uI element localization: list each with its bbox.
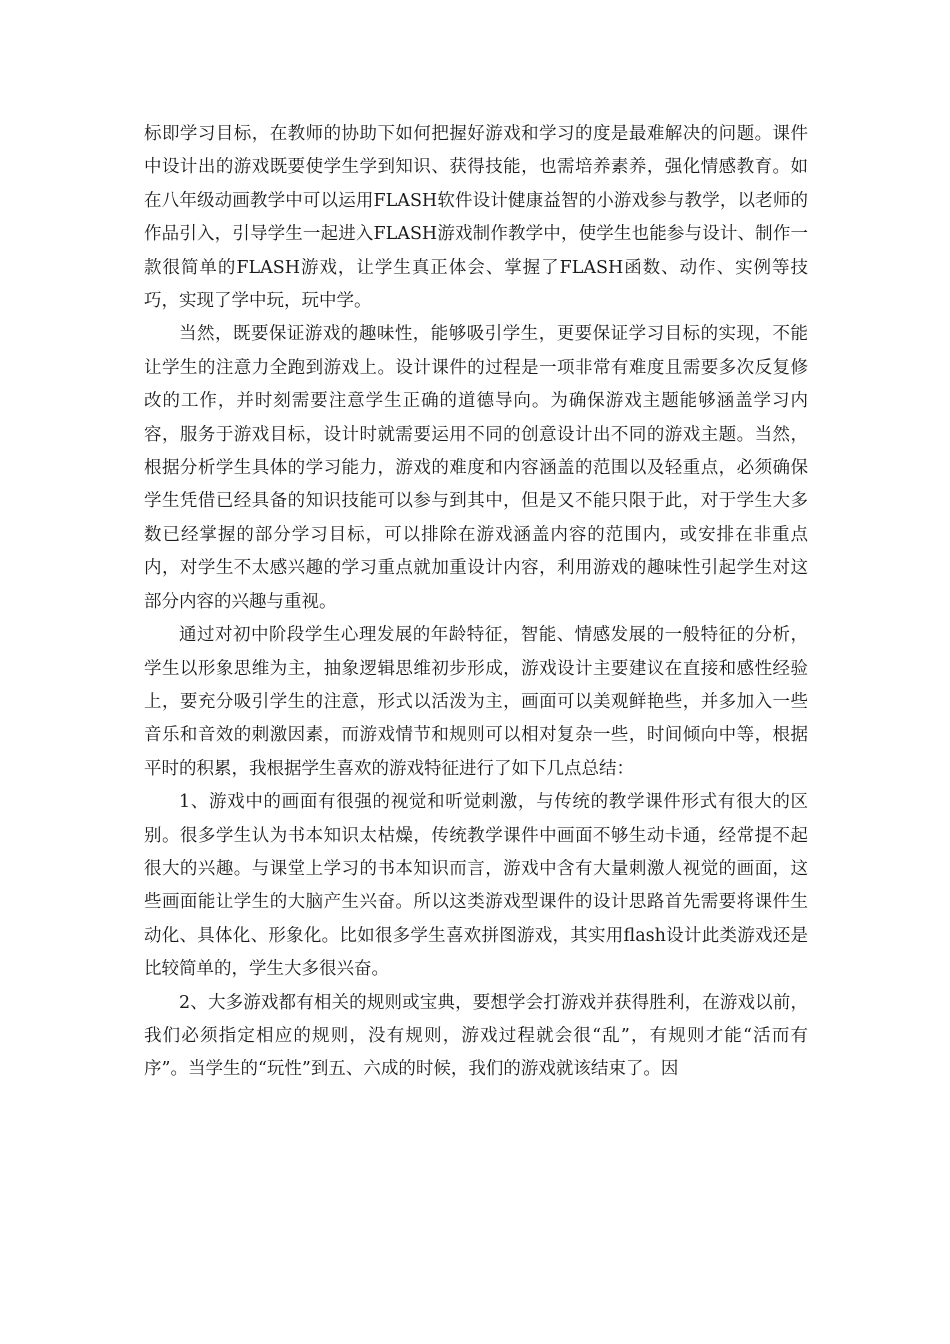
paragraph-continuation: 标即学习目标，在教师的协助下如何把握好游戏和学习的度是最难解决的问题。课件中设计出的游戏既要使学生学到知识、获得技能，也需培养素养，强化情感教育。如在八年级动画教学中可以运用FLASH软件设计健康益智的小游戏参与教学，以老师的作品引入，引导学生一起进入FLASH游戏制作教学中，使学生也能参与设计、制作一款很简单的FLASH游戏，让学生真正体会、掌握了FLASH函数、动作、实例等技巧，实现了学中玩，玩中学。 [144,124,808,312]
paragraph-student-analysis: 通过对初中阶段学生心理发展的年龄特征，智能、情感发展的一般特征的分析，学生以形象思维为主，抽象逻辑思维初步形成，游戏设计主要建议在直接和感性经验上，要充分吸引学生的注意，形式以活泼为主，画面可以美观鲜艳些，并多加入一些音乐和音效的刺激因素，而游戏情节和规则可以相对复杂一些，时间倾向中等，根据平时的积累，我根据学生喜欢的游戏特征进行了如下几点总结： [144,625,808,779]
document-page [144,118,808,1087]
paragraph-game-interest: 当然，既要保证游戏的趣味性，能够吸引学生，更要保证学习目标的实现，不能让学生的注意力全跑到游戏上。设计课件的过程是一项非常有难度且需要多次反复修改的工作，并时刻需要注意学生正确的道德导向。为确保游戏主题能够涵盖学习内容，服务于游戏目标，设计时就需要运用不同的创意设计出不同的游戏主题。当然，根据分析学生具体的学习能力，游戏的难度和内容涵盖的范围以及轻重点，必须确保学生凭借已经具备的知识技能可以参与到其中，但是又不能只限于此，对于学生大多数已经掌握的部分学习目标，可以排除在游戏涵盖内容的范围内，或安排在非重点内，对学生不太感兴趣的学习重点就加重设计内容，利用游戏的趣味性引起学生对这部分内容的兴趣与重视。 [144,324,808,612]
paragraph-point-2: 2、大多游戏都有相关的规则或宝典，要想学会打游戏并获得胜利，在游戏以前，我们必须指定相应的规则，没有规则，游戏过程就会很“乱”，有规则才能“活而有序”。当学生的“玩性”到五、六成的时候，我们的游戏就该结束了。因 [144,992,808,1080]
paragraph-point-1: 1、游戏中的画面有很强的视觉和听觉刺激，与传统的教学课件形式有很大的区别。很多学生认为书本知识太枯燥，传统教学课件中画面不够生动卡通，经常提不起很大的兴趣。与课堂上学习的书本知识而言，游戏中含有大量刺激人视觉的画面，这些画面能让学生的大脑产生兴奋。所以这类游戏型课件的设计思路首先需要将课件生动化、具体化、形象化。比如很多学生喜欢拼图游戏，其实用flash设计此类游戏还是比较简单的，学生大多很兴奋。 [144,792,808,980]
